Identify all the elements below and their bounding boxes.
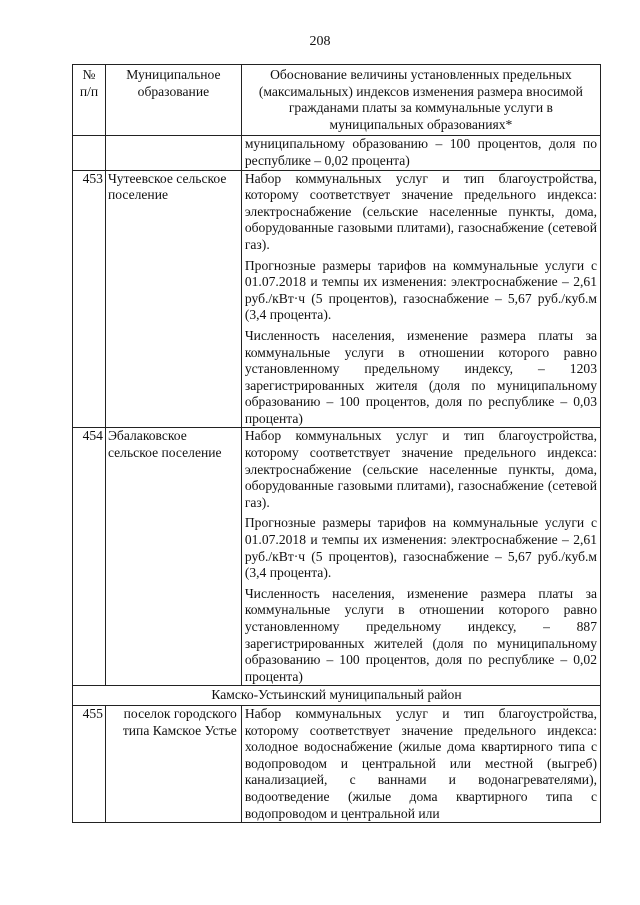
row-justification [241, 428, 600, 686]
continuation-text: муниципальному образованию – 100 процентов, доля по республике – 0,02 процента) [241, 136, 600, 170]
row-justification [241, 170, 600, 428]
tariff-table [72, 64, 601, 823]
district-row [73, 686, 601, 706]
table-row [73, 705, 601, 822]
paragraph: Набор коммунальных услуг и тип благоустройства, которому соответствует значение предельного индекса: электроснабжение (сельские населенные пункты, дома, оборудованные газовыми плитами), газоснабжение (сетевой газ). [244, 170, 597, 252]
header-number: № п/п [73, 65, 106, 136]
paragraph: Прогнозные размеры тарифов на коммунальные услуги с 01.07.2018 и темпы их изменения: электроснабжение – 2,61 руб./кВт·ч (5 процентов), газоснабжение – 5,67 руб./куб.м (3,4 процента). [244, 257, 597, 323]
row-number: 454 [73, 428, 106, 686]
paragraph: Набор коммунальных услуг и тип благоустройства, которому соответствует значение предельного индекса: электроснабжение (сельские населенные пункты, дома, оборудованные газовыми плитами), газоснабжение (сетевой газ). [244, 428, 597, 510]
row-municipality: поселок городского типа Камское Устье [105, 705, 241, 822]
paragraph: Численность населения, изменение размера платы за коммунальные услуги в отношении которого равно установленному предельному индексу, – 1203 зарегистрированных жителя (доля по муниципальному образованию – 100 процентов, доля по республике – 0,03 процента) [244, 327, 597, 426]
row-number: 453 [73, 170, 106, 428]
row-number: 455 [73, 705, 106, 822]
paragraph: Набор коммунальных услуг и тип благоустройства, которому соответствует значение предельного индекса: холодное водоснабжение (жилые дома квартирного типа с водопроводом и центральной или местной (выгреб) канализацией, с ваннами и водонагревателями), водоотведение (жилые дома квартирного типа с водопроводом и центральной или [244, 705, 597, 821]
paragraph: Прогнозные размеры тарифов на коммунальные услуги с 01.07.2018 и темпы их изменения: электроснабжение – 2,61 руб./кВт·ч (5 процентов), газоснабжение – 5,67 руб./куб.м (3,4 процента). [244, 515, 597, 581]
row-municipality: Чутеевское сельское поселение [105, 170, 241, 428]
table-row [73, 170, 601, 428]
page-number: 208 [309, 34, 331, 49]
row-municipality: Эбалаковское сельское поселение [105, 428, 241, 686]
header-municipality: Муниципальное образование [105, 65, 241, 136]
row-justification [241, 705, 600, 822]
table-row [73, 428, 601, 686]
table-row-continuation [73, 136, 601, 170]
paragraph: Численность населения, изменение размера платы за коммунальные услуги в отношении которого равно установленному предельному индексу, – 887 зарегистрированных жителей (доля по муниципальному образованию – 100 процентов, доля по республике – 0,02 процента) [244, 585, 597, 684]
district-title: Камско-Устьинский муниципальный район [73, 686, 601, 706]
table-header-row [73, 65, 601, 136]
header-justification: Обоснование величины установленных предельных (максимальных) индексов изменения размера вносимой гражданами платы за коммунальные услуги в муниципальных образованиях* [241, 65, 600, 136]
